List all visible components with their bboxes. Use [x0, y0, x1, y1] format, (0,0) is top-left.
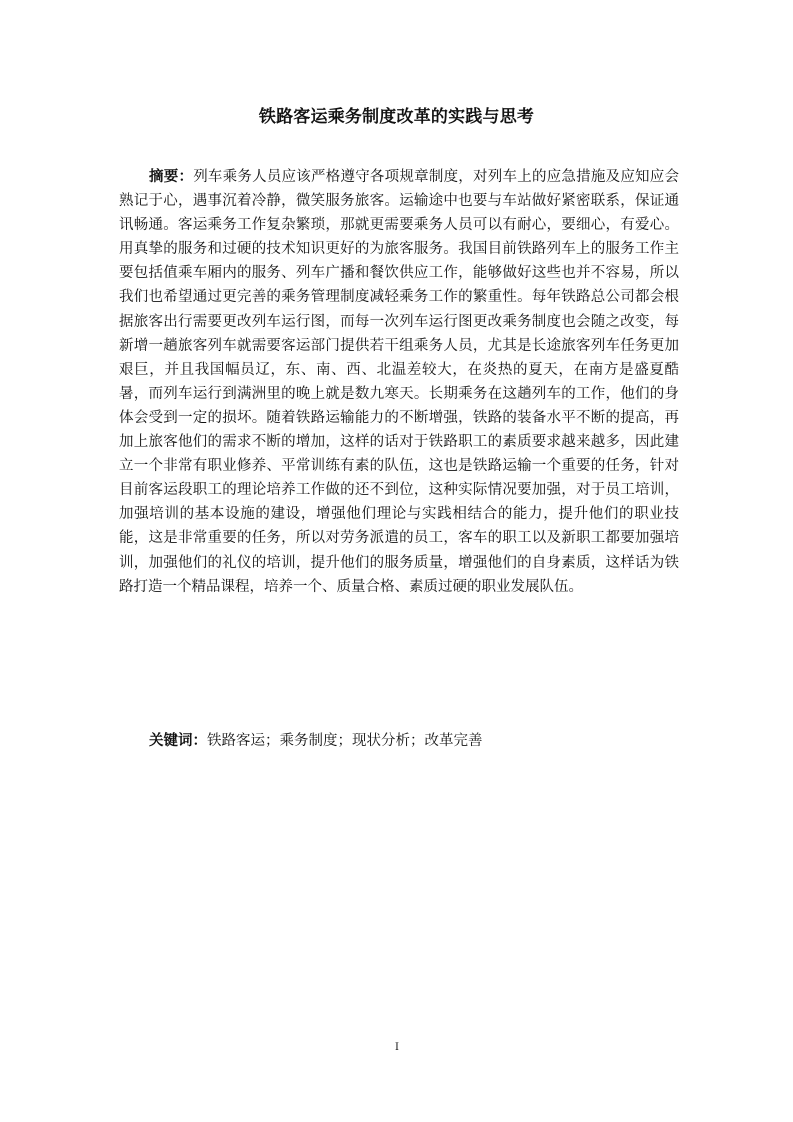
page-number: I [395, 1042, 399, 1053]
abstract-label: 摘要： [149, 168, 194, 185]
keywords-label: 关键词： [149, 732, 207, 749]
document-title: 铁路客运乘务制度改革的实践与思考 [258, 107, 535, 127]
abstract-paragraph [119, 165, 679, 599]
abstract-text: 列车乘务人员应该严格遵守各项规章制度，对列车上的应急措施及应知应会熟记于心，遇事沉着冷静，微笑服务旅客。运输途中也要与车站做好紧密联系，保证通讯畅通。客运乘务工作复杂繁琐，那就更需要乘务人员可以有耐心，要细心，有爱心。用真挚的服务和过硬的技术知识更好的为旅客服务。我国目前铁路列车上的服务工作主要包括值乘车厢内的服务、列车广播和餐饮供应工作，能够做好这些也并不容易，所以我们也希望通过更完善的乘务管理制度减轻乘务工作的繁重性。每年铁路总公司都会根据旅客出行需要更改列车运行图，而每一次列车运行图更改乘务制度也会随之改变，每新增一趟旅客列车就需要客运部门提供若干组乘务人员，尤其是长途旅客列车任务更加艰巨，并且我国幅员辽，东、南、西、北温差较大，在炎热的夏天，在南方是盛夏酷暑，而列车运行到满洲里的晚上就是数九寒天。长期乘务在这趟列车的工作，他们的身体会受到一定的损坏。随着铁路运输能力的不断增强，铁路的装备水平不断的提高，再加上旅客他们的需求不断的增加，这样的话对于铁路职工的素质要求越来越多，因此建立一个非常有职业修养、平常训练有素的队伍，这也是铁路运输一个重要的任务，针对目前客运段职工的理论培养工作做的还不到位，这种实际情况要加强，对于员工培训，加强培训的基本设施的建设，增强他们理论与实践相结合的能力，提升他们的职业技能，这是非常重要的任务，所以对劳务派遣的员工，客车的职工以及新职工都要加强培训，加强他们的礼仪的培训，提升他们的服务质量，增强他们的自身素质，这样话为铁路打造一个精品课程，培养一个、质量合格、素质过硬的职业发展队伍。 [119, 169, 679, 595]
keywords-text: 铁路客运；乘务制度；现状分析；改革完善 [207, 733, 483, 749]
keywords-paragraph [149, 729, 679, 753]
